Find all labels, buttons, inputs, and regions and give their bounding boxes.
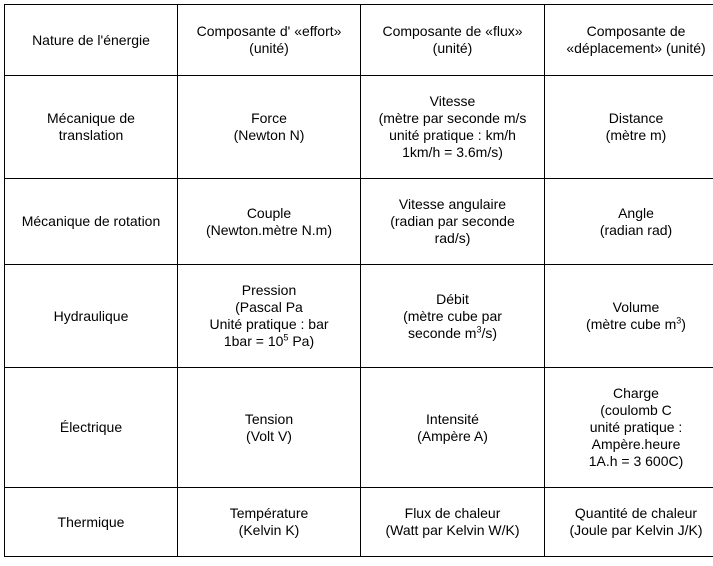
cell-nature: Thermique [5,488,178,557]
effort-line-post: Pa) [288,333,315,349]
header-deplacement: Composante de «déplacement» (unité) [545,5,713,76]
effort-line-pre: 1bar = 10 [223,333,284,349]
cell-effort: Température (Kelvin K) [178,488,361,557]
energy-components-table [4,4,713,557]
header-flux: Composante de «flux» (unité) [361,5,545,76]
cell-flux: Intensité (Ampère A) [361,368,545,488]
cell-effort [178,265,361,368]
exponent: 3 [476,323,482,334]
exponent: 3 [676,315,682,326]
header-effort: Composante d' «effort» (unité) [178,5,361,76]
flux-line: (mètre cube par [403,307,502,324]
cell-deplacement: Angle (radian rad) [545,179,713,265]
cell-effort: Couple (Newton.mètre N.m) [178,179,361,265]
flux-line-post: /s) [481,324,498,341]
cell-deplacement: Distance (mètre m) [545,76,713,179]
effort-line: Unité pratique : bar [209,316,329,332]
cell-nature: Mécanique de translation [5,76,178,179]
cell-deplacement [545,265,713,368]
flux-line-pre: seconde m [407,324,477,341]
cell-nature: Mécanique de rotation [5,179,178,265]
energy-table-container [4,4,713,557]
header-nature: Nature de l'énergie [5,5,178,76]
table-row-hydraulique [5,265,713,368]
cell-flux: Vitesse (mètre par seconde m/s unité pratique : km/h 1km/h = 3.6m/s) [361,76,545,179]
cell-effort: Force (Newton N) [178,76,361,179]
cell-deplacement: Charge (coulomb C unité pratique : Ampère.heure 1A.h = 3 600C) [545,368,713,488]
cell-flux: Vitesse angulaire (radian par seconde rad/s) [361,179,545,265]
table-row-thermique [5,488,713,557]
deplacement-line-pre: (mètre cube m [586,316,677,332]
table-row-electrique [5,368,713,488]
cell-flux [361,265,545,368]
cell-nature: Hydraulique [5,265,178,368]
deplacement-line-post: ) [681,316,686,332]
cell-effort: Tension (Volt V) [178,368,361,488]
cell-deplacement: Quantité de chaleur (Joule par Kelvin J/K) [545,488,713,557]
effort-line: Pression [241,282,297,298]
table-row-mecanique-translation [5,76,713,179]
effort-line: (Pascal Pa [235,299,303,315]
cell-nature: Électrique [5,368,178,488]
table-header-row [5,5,713,76]
cell-flux: Flux de chaleur (Watt par Kelvin W/K) [361,488,545,557]
deplacement-line: Volume [612,299,660,315]
exponent: 5 [283,332,289,343]
table-row-mecanique-rotation [5,179,713,265]
flux-line: Débit [436,290,469,307]
